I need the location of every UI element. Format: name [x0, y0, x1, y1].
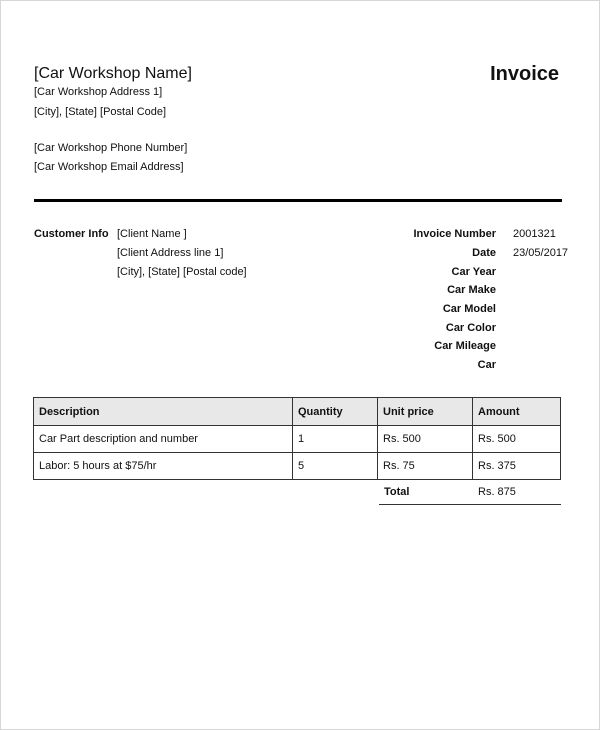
company-city-state: [City], [State] [Postal Code] [34, 106, 167, 118]
invoice-number-value: 2001321 [513, 228, 556, 240]
customer-info-label: Customer Info [34, 228, 109, 240]
header-amount: Amount [473, 398, 561, 426]
items-table [33, 397, 561, 480]
row-quantity: 1 [293, 426, 378, 453]
total-label: Total [384, 486, 410, 498]
row-unit-price: Rs. 75 [378, 453, 473, 480]
car-color-label: Car Color [445, 322, 496, 334]
company-phone: [Car Workshop Phone Number] [34, 142, 188, 154]
car-mileage-label: Car Mileage [434, 340, 496, 352]
row-quantity: 5 [293, 453, 378, 480]
table-header-row [34, 398, 561, 426]
total-value: Rs. 875 [478, 486, 516, 498]
client-name: [Client Name ] [117, 228, 187, 240]
client-city-state: [City], [State] [Postal code] [117, 266, 247, 278]
header-unit-price: Unit price [378, 398, 473, 426]
car-make-label: Car Make [447, 284, 496, 296]
table-row [34, 453, 561, 480]
header-quantity: Quantity [293, 398, 378, 426]
row-unit-price: Rs. 500 [378, 426, 473, 453]
invoice-title: Invoice [490, 63, 559, 85]
company-address: [Car Workshop Address 1] [34, 86, 163, 98]
row-description: Car Part description and number [34, 426, 293, 453]
company-email: [Car Workshop Email Address] [34, 161, 184, 173]
table-row [34, 426, 561, 453]
header-description: Description [34, 398, 293, 426]
date-label: Date [472, 247, 496, 259]
row-amount: Rs. 500 [473, 426, 561, 453]
invoice-number-label: Invoice Number [413, 228, 496, 240]
company-name: [Car Workshop Name] [34, 65, 192, 82]
car-model-label: Car Model [442, 303, 496, 315]
client-address: [Client Address line 1] [117, 247, 224, 259]
row-description: Labor: 5 hours at $75/hr [34, 453, 293, 480]
car-year-label: Car Year [451, 266, 496, 278]
car-label: Car [477, 359, 496, 371]
total-underline [379, 504, 561, 505]
row-amount: Rs. 375 [473, 453, 561, 480]
date-value: 23/05/2017 [513, 247, 569, 259]
header-divider [34, 199, 562, 202]
